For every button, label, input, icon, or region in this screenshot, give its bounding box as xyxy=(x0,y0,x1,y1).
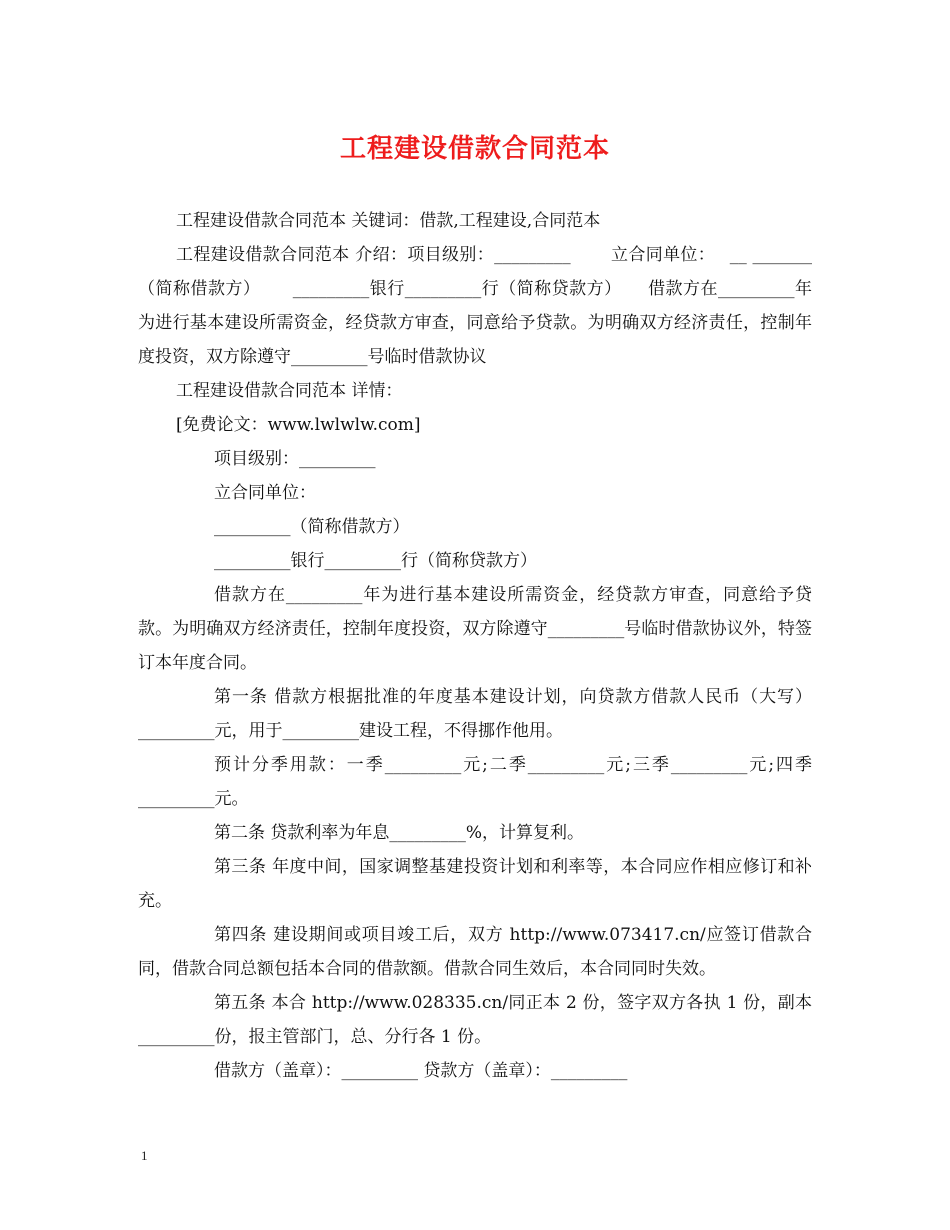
article-1: 第一条 借款方根据批准的年度基本建设计划，向贷款方借款人民币（大写）_________元，用于_________建设工程，不得挪作他用。 xyxy=(138,687,812,741)
document-body xyxy=(138,204,812,1088)
project-level-line: 项目级别：_________ xyxy=(214,449,376,469)
intro-paragraph: 工程建设借款合同范本 介绍：项目级别：_________ 立合同单位： __ _______（简称借款方） _________银行_________行（简称贷款方） 借款方在_________年为进行基本建设所需资金，经贷款方审查，同意给予贷款。为明确双方经济责任，控制年度投资，双方除遵守_________号临时借款协议 xyxy=(138,245,812,367)
article-4: 第四条 建设期间或项目竣工后，双方 http://www.073417.cn/应签订借款合同，借款合同总额包括本合同的借款额。借款合同生效后，本合同同时失效。 xyxy=(138,925,812,979)
document-title: 工程建设借款合同范本 xyxy=(339,134,610,164)
preamble-paragraph: 借款方在_________年为进行基本建设所需资金，经贷款方审查，同意给予贷款。为明确双方经济责任，控制年度投资，双方除遵守_________号临时借款协议外，特签订本年度合同。 xyxy=(138,585,812,673)
contract-parties-label: 立合同单位： xyxy=(214,483,316,503)
article-2: 第二条 贷款利率为年息_________%，计算复利。 xyxy=(214,823,585,843)
quarterly-usage: 预计分季用款：一季_________元;二季_________元;三季_________元;四季_________元。 xyxy=(138,755,812,809)
source-note: [免费论文：www.lwlwlw.com] xyxy=(176,415,421,435)
borrower-line: _________（简称借款方） xyxy=(214,517,410,537)
signature-line: 借款方（盖章）：_________ 贷款方（盖章）：_________ xyxy=(214,1061,628,1081)
article-3: 第三条 年度中间，国家调整基建投资计划和利率等，本合同应作相应修订和补充。 xyxy=(138,857,812,911)
lender-line: _________银行_________行（简称贷款方） xyxy=(214,551,537,571)
article-5: 第五条 本合 http://www.028335.cn/同正本 2 份，签字双方各执 1 份，副本_________份，报主管部门，总、分行各 1 份。 xyxy=(138,993,812,1047)
details-heading: 工程建设借款合同范本 详情： xyxy=(176,381,403,401)
page-number: 1 xyxy=(141,1148,148,1163)
keywords-paragraph: 工程建设借款合同范本 关键词：借款,工程建设,合同范本 xyxy=(176,211,601,231)
